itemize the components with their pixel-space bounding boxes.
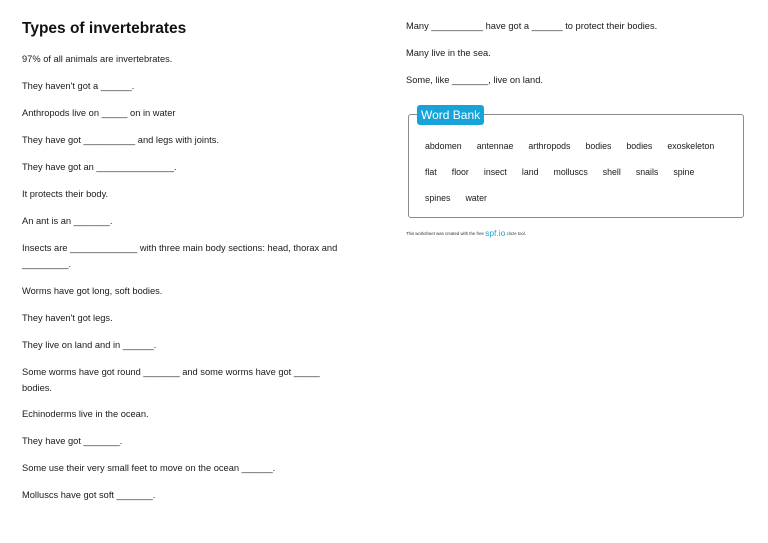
text-line: Molluscs have got soft _______.	[22, 490, 156, 500]
word-bank-row	[425, 167, 709, 177]
word-bank-title: Word Bank	[417, 105, 484, 125]
text-line: They have got __________ and legs with joints.	[22, 135, 219, 145]
text-line: They have got _______.	[22, 436, 123, 446]
credit-prefix: This worksheet was created with the free	[406, 231, 484, 236]
word-bank-word: bodies	[626, 141, 653, 151]
text-line: They have got an _______________.	[22, 162, 177, 172]
word-bank-word: arthropods	[528, 141, 571, 151]
text-line: Some use their very small feet to move on the ocean ______.	[22, 463, 276, 473]
text-line: Some, like _______, live on land.	[406, 75, 543, 85]
text-line: Worms have got long, soft bodies.	[22, 286, 163, 296]
spf-brand-link[interactable]: spf.io	[485, 228, 506, 238]
word-bank-word: bodies	[585, 141, 612, 151]
word-bank-word: spine	[673, 167, 695, 177]
word-bank	[408, 108, 744, 218]
word-bank-word: snails	[635, 167, 659, 177]
text-line: They haven't got legs.	[22, 313, 113, 323]
text-line: An ant is an _______.	[22, 216, 113, 226]
text-line: Many live in the sea.	[406, 48, 491, 58]
word-bank-word: shell	[602, 167, 621, 177]
word-bank-word: water	[465, 193, 487, 203]
word-bank-word: molluscs	[553, 167, 588, 177]
word-bank-row	[425, 141, 729, 151]
page-title: Types of invertebrates	[22, 20, 187, 37]
text-line: 97% of all animals are invertebrates.	[22, 54, 173, 64]
word-bank-word: land	[521, 167, 539, 177]
credit-suffix: cloze tool.	[506, 231, 526, 236]
text-line: It protects their body.	[22, 189, 109, 199]
word-bank-word: insect	[483, 167, 507, 177]
word-bank-word: abdomen	[425, 141, 462, 151]
text-line: Anthropods live on _____ on in water	[22, 108, 176, 118]
text-line: Some worms have got round _______ and some worms have got _____ bodies.	[22, 367, 320, 393]
word-bank-word: flat	[425, 167, 437, 177]
word-bank-word: exoskeleton	[667, 141, 715, 151]
text-line: Insects are _____________ with three main body sections: head, thorax and _________.	[22, 243, 338, 269]
text-line: Echinoderms live in the ocean.	[22, 409, 149, 419]
word-bank-word: spines	[425, 193, 451, 203]
word-bank-row	[425, 193, 502, 203]
credit-line	[406, 228, 526, 238]
word-bank-word: floor	[451, 167, 469, 177]
text-line: They live on land and in ______.	[22, 340, 157, 350]
text-line: Many __________ have got a ______ to protect their bodies.	[406, 21, 658, 31]
word-bank-word: antennae	[476, 141, 514, 151]
text-line: They haven't got a ______.	[22, 81, 135, 91]
